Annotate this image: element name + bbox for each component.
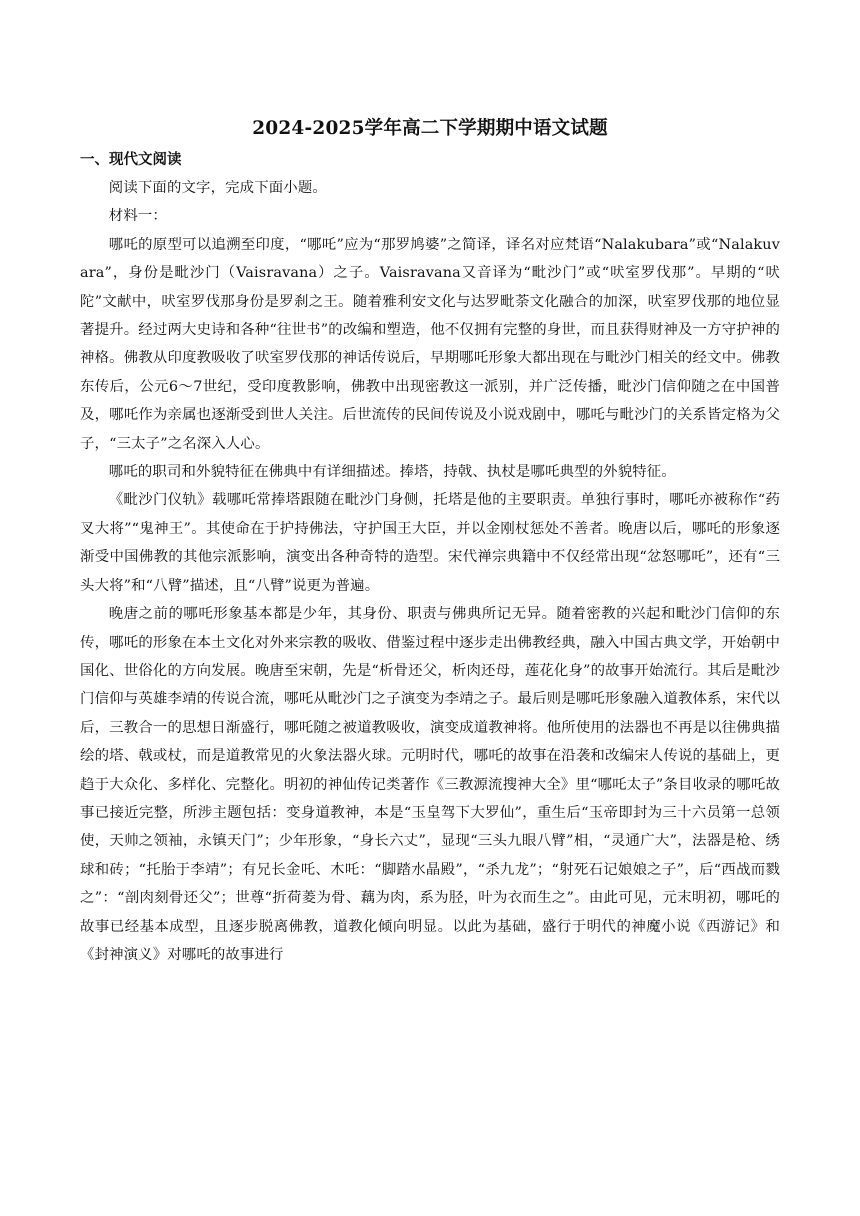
material-label: 材料一： — [108, 208, 167, 225]
paragraph-ritual-text: 《毗沙门仪轨》载哪吒常捧塔跟随在毗沙门身侧，托塔是他的主要职责。单独行事时，哪吒亦被称作“药叉大将”“鬼神王”。其使命在于护持佛法，守护国王大臣，并以金刚杖惩处不善者。晚唐以后，哪吒的形象逐渐受中国佛教的其他宗派影响，演变出各种奇特的造型。宋代禅宗典籍中不仅经常出现“忿怒哪吒”，还有“三头大将”和“八臂”描述，且“八臂”说更为普遍。 — [80, 492, 780, 594]
paragraph-features: 哪吒的职司和外貌特征在佛典中有详细描述。捧塔，持戟、执杖是哪吒典型的外貌特征。 — [108, 464, 676, 481]
paragraph-origin: 哪吒的原型可以追溯至印度，“哪吒”应为“那罗鸠婆”之简译，译名对应梵语“Nalakubara”或“Nalakuvara”，身份是毗沙门（Vaisravana）之子。Vaisravana又音译为“毗沙门”或“吠室罗伐那”。早期的“吠陀”文献中，吠室罗伐那身份是罗刹之王。随着雅利安文化与达罗毗荼文化融合的加深，吠室罗伐那的地位显著提升。经过两大史诗和各种“往世书”的改编和塑造，他不仅拥有完整的身世，而且获得财神及一方守护神的神格。佛教从印度教吸收了吠室罗伐那的神话传说后，早期哪吒形象大都出现在与毗沙门相关的经文中。佛教东传后，公元6～7世纪，受印度教影响，佛教中出现密教这一派别，并广泛传播，毗沙门信仰随之在中国普及，哪吒作为亲属也逐渐受到世人关注。后世流传的民间传说及小说戏剧中，哪吒与毗沙门的关系皆定格为父子，“三太子”之名深入人心。 — [80, 236, 780, 452]
exam-page — [80, 112, 780, 969]
section-heading: 一、现代文阅读 — [80, 152, 182, 168]
paragraph-evolution: 晚唐之前的哪吒形象基本都是少年，其身份、职责与佛典所记无异。随着密教的兴起和毗沙门信仰的东传，哪吒的形象在本土文化对外来宗教的吸收、借鉴过程中逐步走出佛教经典，融入中国古典文学，开始朝中国化、世俗化的方向发展。晚唐至宋朝，先是“析骨还父，析肉还母，莲花化身”的故事开始流行。其后是毗沙门信仰与英雄李靖的传说合流，哪吒从毗沙门之子演变为李靖之子。最后则是哪吒形象融入道教体系，宋代以后，三教合一的思想日渐盛行，哪吒随之被道教吸收，演变成道教神将。他所使用的法器也不再是以往佛典描绘的塔、戟或杖，而是道教常见的火象法器火球。元明时代，哪吒的故事在沿袭和改编宋人传说的基础上，更趋于大众化、多样化、完整化。明初的神仙传记类著作《三教源流搜神大全》里“哪吒太子”条目收录的哪吒故事已接近完整，所涉主题包括：变身道教神，本是“玉皇驾下大罗仙”，重生后“玉帝即封为三十六员第一总领使，天帅之领袖，永镇天门”；少年形象，“身长六丈”，显现“三头九眼八臂”相，“灵通广大”，法器是枪、绣球和砖；“托胎于李靖”；有兄长金吒、木吒：“脚踏水晶殿”，“杀九龙”；“射死石记娘娘之子”，后“西战而戮之”：“剖肉刻骨还父”；世尊“折荷菱为骨、藕为肉，系为胫，叶为衣而生之”。由此可见，元末明初，哪吒的故事已经基本成型，且逐步脱离佛教，道教化倾向明显。以此为基础，盛行于明代的神魔小说《西游记》和《封神演义》对哪吒的故事进行 — [80, 606, 780, 963]
reading-instruction: 阅读下面的文字，完成下面小题。 — [108, 180, 327, 196]
exam-title: 2024-2025学年高二下学期期中语文试题 — [252, 118, 608, 139]
